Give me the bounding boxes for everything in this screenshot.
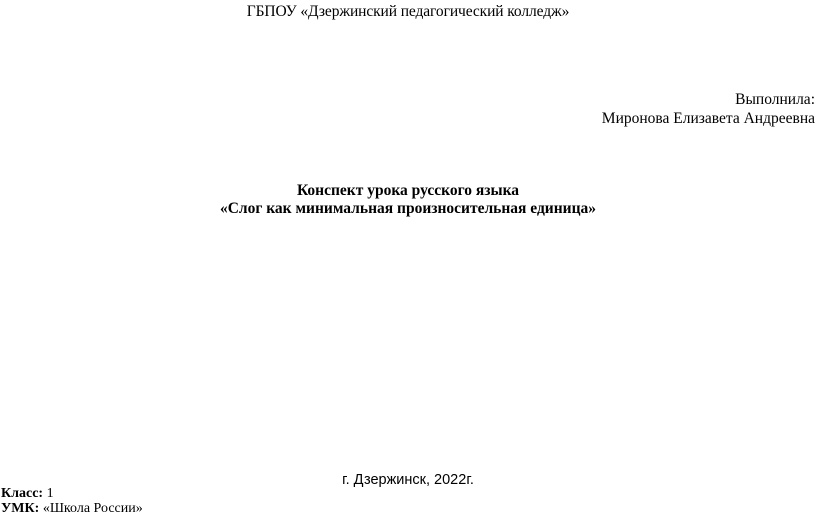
umk-value: «Школа России» (39, 501, 143, 516)
document-title: Конспект урока русского языка (296, 182, 520, 199)
umk-line (1, 501, 143, 517)
class-line (1, 486, 54, 502)
performer-name: Миронова Елизавета Андреевна (601, 110, 815, 127)
performer-label: Выполнила: (735, 91, 815, 108)
city-year: г. Дзержинск, 2022г. (342, 472, 474, 488)
class-label: Класс: (1, 486, 44, 501)
institution-name: ГБПОУ «Дзержинский педагогический колледж» (246, 3, 570, 20)
class-value: 1 (43, 486, 54, 501)
umk-label: УМК: (1, 501, 40, 516)
lesson-topic: «Слог как минимальная произносительная единица» (219, 200, 597, 217)
